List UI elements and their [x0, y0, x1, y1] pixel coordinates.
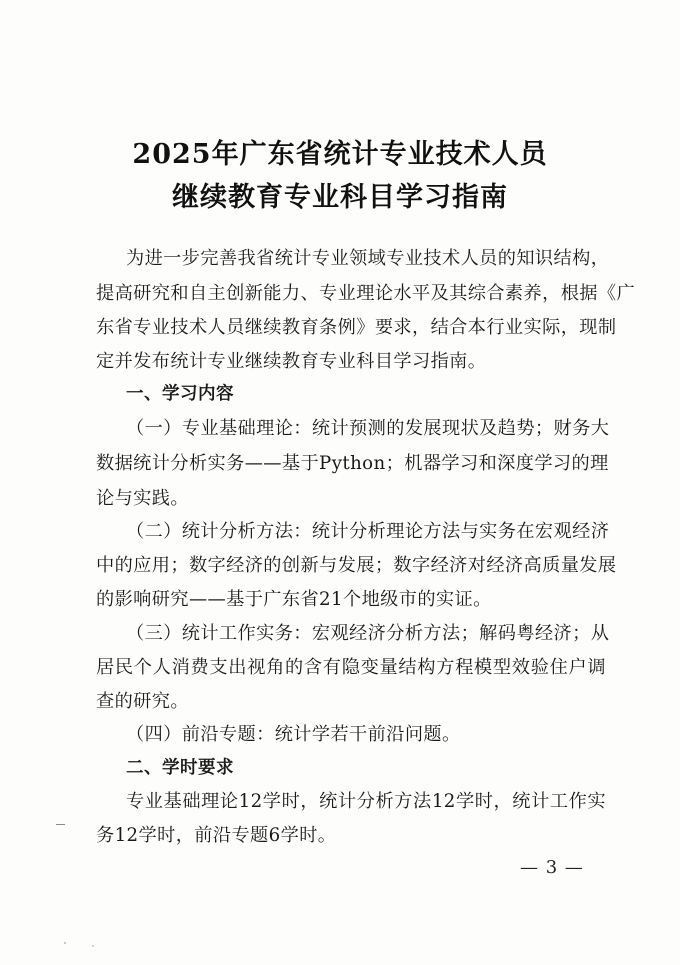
item-1-line-2: 数据统计分析实务——基于Python；机器学习和深度学习的理: [96, 453, 609, 474]
item-3-line-1: （三）统计工作实务：宏观经济分析方法；解码粤经济；从: [126, 623, 610, 644]
item-1-line-3: 论与实践。: [96, 488, 189, 509]
document-title-line-1: 2025年广东省统计专业技术人员: [132, 139, 548, 170]
intro-line-3: 东省专业技术人员继续教育条例》要求，结合本行业实际，现制: [96, 317, 617, 338]
page-number: — 3 —: [520, 857, 584, 878]
item-2-line-1: （二）统计分析方法：统计分析理论方法与实务在宏观经济: [126, 521, 610, 542]
intro-line-4: 定并发布统计专业继续教育专业科目学习指南。: [96, 351, 487, 372]
scan-mark: [56, 824, 65, 825]
section-heading-learning-content: 一、学习内容: [126, 384, 234, 404]
item-3-line-2: 居民个人消费支出视角的含有隐变量结构方程模型效验住户调: [96, 657, 606, 678]
hours-line-1: 专业基础理论12学时，统计分析方法12学时，统计工作实: [126, 791, 606, 812]
scan-speck: [92, 945, 94, 947]
item-2-line-2: 中的应用；数字经济的创新与发展；数字经济对经济高质量发展: [96, 555, 617, 576]
item-3-line-3: 查的研究。: [96, 691, 189, 712]
intro-line-2: 提高研究和自主创新能力、专业理论水平及其综合素养，根据《广: [96, 283, 636, 304]
item-2-line-3: 的影响研究——基于广东省21个地级市的实证。: [96, 589, 492, 610]
section-heading-hour-requirements: 二、学时要求: [126, 758, 234, 778]
intro-line-1: 为进一步完善我省统计专业领域专业技术人员的知识结构，: [126, 248, 610, 269]
hours-line-2: 务12学时，前沿专题6学时。: [96, 825, 337, 846]
document-title-line-2: 继续教育专业科目学习指南: [172, 182, 508, 213]
item-1-line-1: （一）专业基础理论：统计预测的发展现状及趋势；财务大: [126, 418, 610, 439]
item-4-line-1: （四）前沿专题：统计学若干前沿问题。: [126, 724, 461, 745]
scan-speck: [64, 942, 66, 944]
